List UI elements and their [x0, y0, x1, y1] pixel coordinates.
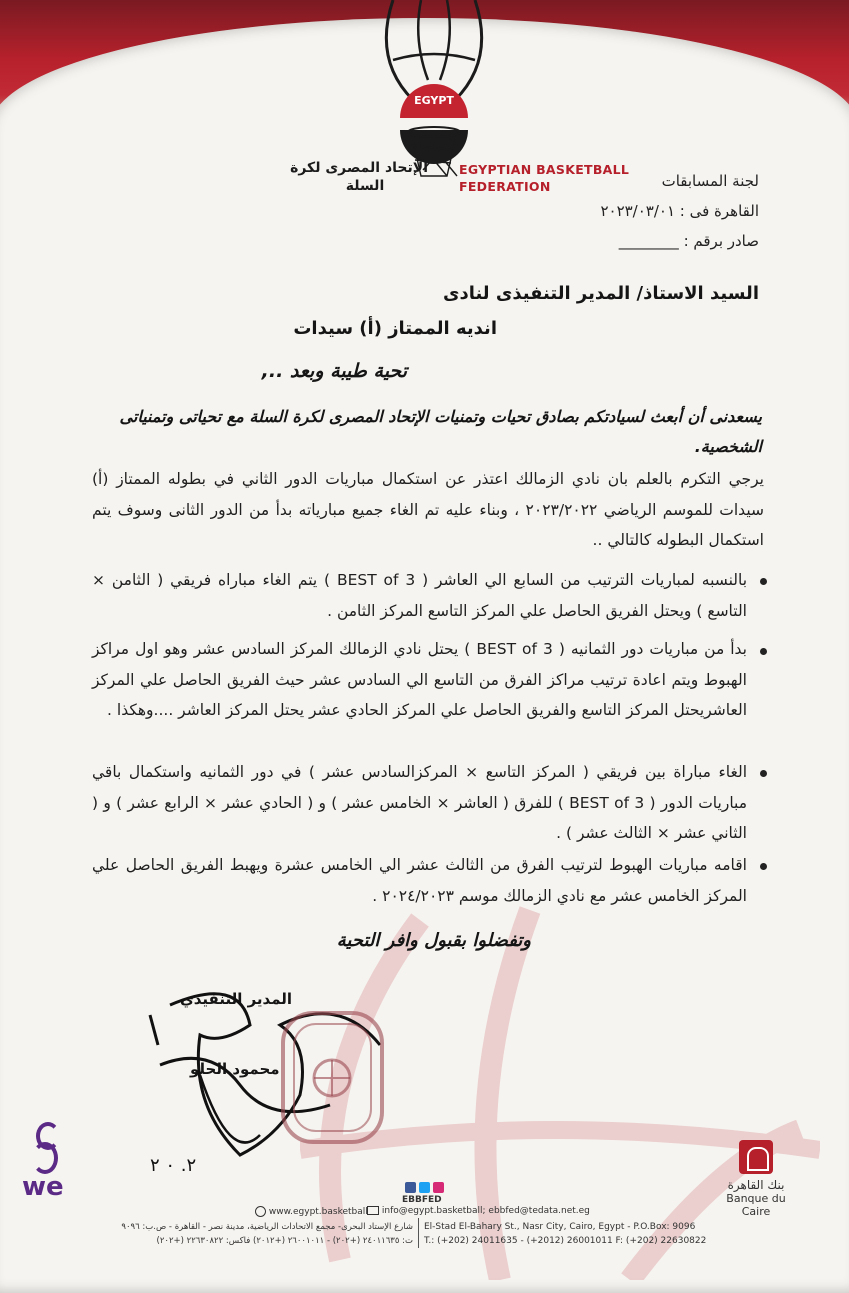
emails-text: info@egypt.basketball; ebbfed@tedata.net.eg — [381, 1206, 590, 1216]
handwritten-note: ٢. ٠ ٢ — [150, 1155, 197, 1176]
intro-paragraph: يسعدنى أن أبعث لسيادتكم بصادق تحيات وتمنيات الإتحاد المصرى لكرة السلة مع تحياتى وتمنياتى الشخصية. — [119, 407, 762, 456]
we-symbol-icon — [22, 1120, 62, 1170]
bank-name-ar: بنك القاهرة — [727, 1178, 785, 1192]
logo-text: EGYPT — [414, 94, 454, 107]
federation-name-ar-line2: السلة — [345, 178, 385, 194]
website-text: www.egypt.basketball — [268, 1207, 368, 1217]
facebook-icon — [405, 1182, 416, 1193]
we-logo — [22, 1120, 64, 1200]
social-icons — [405, 1182, 444, 1193]
bullet-marker — [760, 863, 767, 870]
twitter-icon — [419, 1182, 430, 1193]
federation-name-ar-line1: الإتحاد المصرى لكرة — [290, 160, 428, 176]
social-handle: EBBFED — [402, 1195, 442, 1205]
greeting: تحية طيبة وبعد .., — [261, 360, 407, 382]
bank-name-en: Banque du Caire — [726, 1192, 786, 1218]
bullet-marker — [760, 648, 767, 655]
bullet-1: بالنسبه لمباريات الترتيب من السابع الي العاشر ( BEST of 3 ) يتم الغاء مباراه فريقي ( الثامن × التاسع ) ويحتل الفريق الحاصل علي المركز التاسع المركز الثامن . — [92, 571, 748, 620]
we-brand-text: we — [22, 1172, 64, 1202]
addressee-line2: انديه الممتاز (أ) سيدات — [293, 318, 497, 339]
signatory-title: المدير التنفيذي — [180, 990, 293, 1008]
bullet-marker — [760, 578, 767, 585]
signatory-name: محمود الحلو — [190, 1060, 280, 1078]
footer-divider — [418, 1218, 419, 1248]
bullet-marker — [760, 770, 767, 777]
reference-number: صادر برقم : ________ — [618, 232, 759, 250]
bullet-3: الغاء مباراة بين فريقي ( المركز التاسع × المركزالسادس عشر ) في دور الثمانيه واستكمال باقي مباريات الدور ( BEST of 3 ) للفرق ( العاشر × الخامس عشر ) و ( الحادي عشر × الرابع عشر ) و ( الثاني عشر × الثالث عشر ) . — [92, 763, 748, 842]
footer-address-en: El-Stad El-Bahary St., Nasr City, Cairo, Egypt - P.O.Box: 9096 — [424, 1222, 696, 1232]
letter-date: القاهرة فى : ٢٠٢٣/٠٣/٠١ — [600, 202, 759, 220]
email-icon — [367, 1206, 379, 1215]
footer-emails — [367, 1206, 590, 1216]
federation-name-en-line2: FEDERATION — [459, 179, 551, 194]
committee-name: لجنة المسابقات — [661, 172, 759, 190]
bank-icon — [739, 1140, 773, 1174]
footer-address-ar: شارع الإستاد البحرى- مجمع الاتحادات الرياضية، مدينة نصر - القاهرة - ص.ب: ٩٠٩٦ — [121, 1222, 413, 1232]
official-stamp — [280, 1010, 385, 1145]
footer-phones-en: T.: (+202) 24011635 - (+2012) 26001011 F: (+202) 22630822 — [424, 1236, 707, 1246]
instagram-icon — [433, 1182, 444, 1193]
addressee-line1: السيد الاستاذ/ المدير التنفيذى لنادى — [442, 283, 759, 304]
federation-name-en-line1: EGYPTIAN BASKETBALL — [459, 162, 630, 177]
bank-logo — [711, 1140, 801, 1218]
main-paragraph: يرجي التكرم بالعلم بان نادي الزمالك اعتذر عن استكمال مباريات الدور الثاني في بطوله الممتاز (أ) سيدات للموسم الرياضي ٢٠٢٣/٢٠٢٢ ، وبناء عليه تم الغاء جميع مبارياته بدأ من الدور الثانى وسوف يتم استكمال البطوله كالتالي .. — [92, 470, 764, 549]
closing-line: وتفضلوا بقبول وافر التحية — [336, 930, 531, 951]
globe-icon — [255, 1206, 266, 1217]
bullet-2: بدأ من مباريات دور الثمانيه ( BEST of 3 ) يحتل نادي الزمالك المركز السادس عشر وهو اول مراكز الهبوط ويتم اعادة ترتيب مراكز الفرق من التاسع الي السادس عشر حيث الفريق الحاصل علي المركز العاشريحتل المركز التاسع والفريق الحاصل علي المركز الحادي عشر يحتل المركز العاشر ....وهكذا . — [92, 640, 747, 719]
bullet-4: اقامه مباريات الهبوط لترتيب الفرق من الثالث عشر الي الخامس عشرة ويهبط الفريق الحاصل علي المركز الخامس عشر مع نادي الزمالك موسم ٢٠٢٤/٢٠٢٣ . — [92, 856, 747, 905]
footer-phones-ar: ت: ٢٤٠١١٦٣٥ (+٢٠٢) - ٢٦٠٠١٠١١ (+٢٠١٢) فاكس: ٢٢٦٣٠٨٢٢ (+٢٠٢) — [156, 1236, 413, 1246]
footer-website — [255, 1206, 368, 1217]
